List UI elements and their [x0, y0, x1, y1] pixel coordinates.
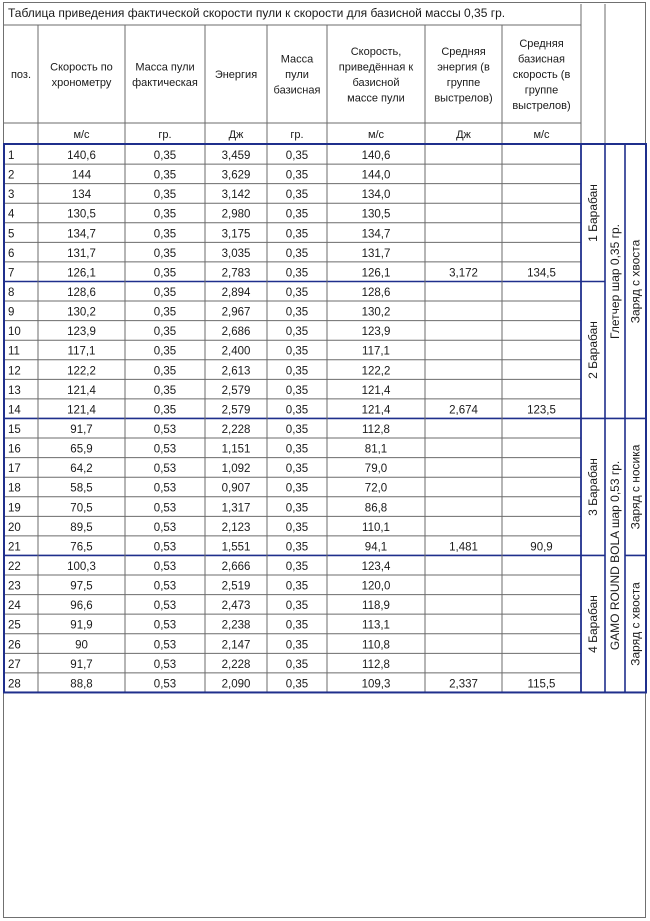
table-cell: 131,7: [67, 247, 96, 260]
table-cell: 96,6: [70, 600, 93, 613]
cell-position: 14: [8, 404, 21, 417]
table-cell: 2,400: [221, 345, 251, 358]
table-cell: 0,35: [153, 306, 177, 319]
cell-position: 9: [8, 306, 15, 319]
table-cell: 0,35: [285, 150, 309, 162]
charge-label: Заряд с хвоста: [628, 582, 643, 666]
table-cell: 0,35: [153, 345, 177, 358]
table-cell: 0,53: [153, 658, 177, 671]
table-cell: 126,1: [361, 267, 391, 280]
table-cell: 0,53: [153, 423, 177, 436]
table-cell: 2,228: [221, 658, 251, 671]
table-cell: 0,35: [285, 482, 309, 495]
cell-position: 3: [8, 189, 15, 202]
table-cell: 117,1: [67, 345, 96, 358]
table-cell: 3,142: [221, 189, 251, 202]
table-cell: 0,35: [153, 208, 177, 221]
table-cell: 91,7: [70, 658, 93, 671]
column-header: Средняя: [519, 38, 564, 50]
table-cell: 0,35: [153, 169, 177, 182]
table-cell: 0,35: [285, 208, 309, 221]
cell-position: 20: [8, 521, 21, 534]
column-header: массе пули: [347, 92, 405, 105]
table-cell: 2,337: [449, 678, 478, 691]
cell-position: 4: [8, 208, 15, 221]
cell-position: 1: [8, 150, 15, 162]
table-cell: 131,7: [361, 247, 391, 260]
column-header: Масса пули: [135, 61, 195, 74]
table-cell: 0,35: [153, 286, 177, 299]
table-cell: 130,2: [67, 306, 96, 319]
table-cell: 79,0: [364, 463, 388, 476]
column-header: базисной: [352, 76, 400, 89]
table-cell: 0,35: [153, 247, 177, 260]
table-cell: 0,35: [285, 443, 309, 456]
cell-position: 7: [8, 267, 15, 280]
cell-position: 12: [8, 365, 21, 378]
table-cell: 88,8: [70, 678, 93, 691]
table-cell: 0,53: [153, 580, 177, 593]
column-header: скорость (в: [512, 69, 571, 81]
table-cell: 109,3: [361, 678, 391, 691]
table-cell: 0,35: [153, 365, 177, 378]
table-cell: 2,579: [221, 384, 251, 397]
column-header: хронометру: [51, 76, 112, 89]
column-header: группе: [446, 76, 481, 89]
table-cell: 134,5: [527, 267, 556, 280]
cell-position: 8: [8, 286, 15, 299]
table-cell: 2,579: [221, 404, 251, 417]
table-cell: 3,172: [449, 267, 478, 280]
table-cell: 113,1: [362, 619, 390, 632]
table-cell: 0,35: [285, 502, 309, 515]
cell-position: 5: [8, 228, 15, 241]
table-cell: 0,35: [285, 286, 309, 299]
table-cell: 110,1: [362, 521, 390, 534]
table-cell: 100,3: [67, 560, 96, 573]
cell-position: 11: [8, 345, 20, 358]
table-cell: 122,2: [361, 365, 391, 378]
charge-label: Заряд с носика: [628, 444, 643, 530]
table-cell: 0,35: [285, 306, 309, 319]
table-cell: 72,0: [364, 482, 388, 495]
table-cell: 2,473: [221, 600, 251, 613]
table-cell: 2,980: [221, 208, 251, 221]
table-cell: 0,53: [153, 619, 177, 632]
table-cell: 76,5: [70, 541, 93, 554]
table-cell: 0,35: [285, 169, 309, 182]
table-cell: 2,519: [221, 580, 251, 593]
table-cell: 0,35: [285, 404, 309, 417]
table-cell: 70,5: [70, 502, 93, 515]
table-cell: 128,6: [361, 286, 391, 299]
table-cell: 2,090: [221, 678, 251, 691]
table-cell: 0,35: [285, 639, 309, 652]
table-cell: 0,35: [153, 150, 177, 162]
table-cell: 0,53: [153, 482, 177, 495]
column-header: поз.: [10, 69, 32, 81]
table-cell: 121,4: [361, 404, 391, 417]
table-cell: 1,481: [449, 541, 478, 554]
table-cell: 1,151: [221, 443, 251, 456]
table-cell: 2,613: [221, 365, 251, 378]
table-cell: 2,967: [221, 306, 251, 319]
cell-position: 28: [8, 678, 21, 691]
table-cell: 121,4: [67, 404, 96, 417]
unit-label: м/с: [367, 129, 385, 141]
table-cell: 123,9: [67, 326, 96, 339]
table-cell: 81,1: [364, 443, 388, 456]
table-cell: 0,53: [153, 639, 177, 652]
cell-position: 26: [8, 639, 21, 652]
cell-position: 18: [8, 482, 21, 495]
cell-position: 6: [8, 247, 15, 260]
table-cell: 1,551: [221, 541, 251, 554]
cell-position: 27: [8, 658, 21, 671]
table-cell: 130,5: [361, 208, 391, 221]
column-header: Скорость,: [350, 45, 402, 58]
column-header: Масса: [280, 53, 314, 66]
table-cell: 122,2: [67, 365, 96, 378]
table-cell: 130,2: [361, 306, 391, 319]
drum-label: 4 Барабан: [586, 595, 600, 653]
table-cell: 144: [71, 169, 92, 182]
table-cell: 123,5: [527, 404, 556, 417]
table-cell: 0,35: [285, 541, 309, 554]
column-header: базисная: [518, 53, 565, 66]
column-header: Скорость по: [50, 61, 113, 74]
cell-position: 10: [8, 326, 21, 339]
table-cell: 140,6: [67, 150, 96, 162]
table-cell: 144,0: [361, 169, 391, 182]
column-header: пули: [285, 69, 309, 81]
table-cell: 121,4: [361, 384, 391, 397]
column-header: приведённая к: [338, 61, 414, 74]
unit-label: гр.: [290, 129, 304, 141]
table-cell: 0,35: [285, 423, 309, 436]
table-cell: 90,9: [530, 541, 553, 554]
table-cell: 1,317: [221, 502, 251, 515]
table-cell: 2,674: [449, 404, 478, 417]
cell-position: 23: [8, 580, 21, 593]
table-cell: 0,35: [153, 326, 177, 339]
table-cell: 0,35: [153, 404, 177, 417]
table-cell: 91,7: [70, 423, 93, 436]
table-cell: 65,9: [70, 443, 93, 456]
table-cell: 64,2: [70, 463, 93, 476]
unit-label: гр.: [158, 129, 172, 141]
table-cell: 134,7: [67, 228, 96, 241]
cell-position: 19: [8, 502, 21, 515]
table-cell: 115,5: [527, 678, 556, 691]
column-header: Средняя: [441, 45, 486, 58]
table-cell: 2,123: [221, 521, 251, 534]
table-cell: 0,53: [153, 443, 177, 456]
cell-position: 24: [8, 600, 21, 613]
table-cell: 3,035: [221, 247, 251, 260]
table-cell: 94,1: [364, 541, 388, 554]
table-cell: 3,175: [221, 228, 251, 241]
unit-label: м/с: [533, 129, 550, 141]
table-cell: 123,4: [361, 560, 391, 573]
table-cell: 0,35: [285, 365, 309, 378]
table-cell: 120,0: [361, 580, 391, 593]
column-header: выстрелов): [512, 100, 571, 112]
table-cell: 0,35: [153, 228, 177, 241]
table-cell: 123,9: [361, 326, 391, 339]
table-cell: 3,629: [221, 169, 251, 182]
table-cell: 0,53: [153, 502, 177, 515]
table-cell: 2,783: [221, 267, 251, 280]
column-header: группе: [524, 84, 559, 97]
table-cell: 1,092: [221, 463, 251, 476]
table-cell: 2,894: [221, 286, 251, 299]
table-title: Таблица приведения фактической скорости пули к скорости для базисной массы 0,35 гр.: [8, 6, 506, 20]
table-cell: 91,9: [70, 619, 93, 632]
unit-label: м/с: [73, 129, 90, 141]
cell-position: 17: [8, 463, 21, 476]
table-cell: 0,53: [153, 463, 177, 476]
table-cell: 0,35: [285, 247, 309, 260]
column-header: выстрелов): [434, 92, 493, 105]
cell-position: 13: [8, 384, 21, 397]
column-header: Энергия: [214, 69, 258, 81]
cell-position: 2: [8, 169, 15, 182]
table-cell: 134,7: [361, 228, 391, 241]
table-cell: 58,5: [70, 482, 93, 495]
table-cell: 0,53: [153, 541, 177, 554]
drum-label: 2 Барабан: [586, 321, 600, 379]
unit-label: Дж: [456, 129, 471, 141]
table-cell: 97,5: [70, 580, 93, 593]
table-cell: 0,35: [285, 678, 309, 691]
table-cell: 130,5: [67, 208, 96, 221]
table-cell: 0,35: [285, 345, 309, 358]
unit-label: Дж: [228, 129, 244, 141]
table-cell: 0,53: [153, 560, 177, 573]
table-cell: 134,0: [361, 189, 391, 202]
table-cell: 0,907: [221, 482, 251, 495]
drum-label: 3 Барабан: [586, 458, 600, 516]
table-cell: 0,35: [285, 267, 309, 280]
table-cell: 0,53: [153, 521, 177, 534]
table-cell: 2,228: [221, 423, 251, 436]
cell-position: 15: [8, 423, 21, 436]
cell-position: 25: [8, 619, 21, 632]
table-cell: 117,1: [362, 345, 390, 358]
table-cell: 112,8: [362, 658, 390, 671]
table-cell: 2,238: [221, 619, 251, 632]
cell-position: 22: [8, 560, 21, 573]
ammo-label: Глетчер шар 0,35 гр.: [608, 224, 622, 339]
table-cell: 134: [71, 189, 92, 202]
cell-position: 21: [8, 541, 21, 554]
charge-label: Заряд с хвоста: [628, 239, 643, 324]
column-header: фактическая: [132, 76, 198, 89]
table-cell: 0,35: [153, 384, 177, 397]
table-cell: 0,35: [285, 326, 309, 339]
ammo-label: GAMO ROUND BOLA шар 0,53 гр.: [608, 460, 622, 651]
column-header: энергия (в: [437, 61, 490, 74]
table-cell: 0,35: [285, 600, 309, 613]
table-cell: 0,35: [285, 580, 309, 593]
table-cell: 0,35: [285, 619, 309, 632]
table-cell: 2,147: [221, 639, 251, 652]
table-cell: 0,35: [285, 658, 309, 671]
table-cell: 3,459: [221, 150, 251, 162]
table-cell: 128,6: [67, 286, 96, 299]
table-cell: 2,686: [221, 326, 251, 339]
table-cell: 121,4: [67, 384, 96, 397]
table-cell: 0,53: [153, 600, 177, 613]
table-cell: 0,53: [153, 678, 177, 691]
table-cell: 0,35: [153, 267, 177, 280]
table-cell: 0,35: [285, 228, 309, 241]
table-cell: 0,35: [285, 463, 309, 476]
table-cell: 126,1: [67, 267, 96, 280]
table-cell: 112,8: [362, 423, 390, 436]
table-cell: 140,6: [361, 150, 391, 162]
table-cell: 2,666: [221, 560, 251, 573]
drum-label: 1 Барабан: [586, 184, 600, 242]
table-cell: 0,35: [285, 384, 309, 397]
table-cell: 0,35: [285, 521, 309, 534]
table-cell: 0,35: [285, 189, 309, 202]
table-cell: 89,5: [70, 521, 93, 534]
table-cell: 90: [75, 639, 88, 652]
column-header: базисная: [273, 84, 321, 97]
table-cell: 118,9: [362, 600, 390, 613]
table-cell: 110,8: [362, 639, 390, 652]
table-cell: 0,35: [285, 560, 309, 573]
table-cell: 86,8: [364, 502, 388, 515]
cell-position: 16: [8, 443, 21, 456]
table-cell: 0,35: [153, 189, 177, 202]
